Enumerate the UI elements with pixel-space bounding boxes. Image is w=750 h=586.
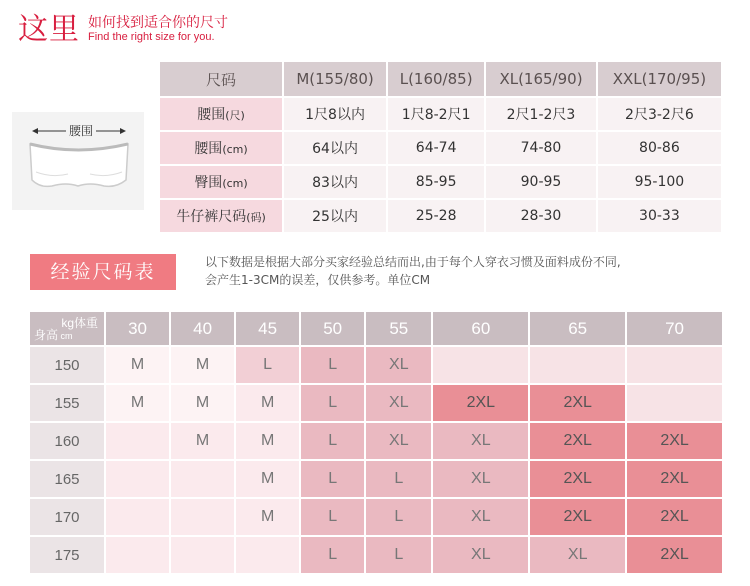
size-cell-165-70: 2XL — [627, 461, 722, 497]
size-cell-165-40 — [171, 461, 234, 497]
size-cell-150-60 — [433, 347, 528, 383]
grid-row-170 — [30, 499, 722, 535]
weight-header-60: 60 — [433, 312, 528, 345]
size-cell-175-65: XL — [530, 537, 625, 573]
size-cell-170-50: L — [301, 499, 364, 535]
weight-header-65: 65 — [530, 312, 625, 345]
size-chart-grid — [28, 310, 724, 575]
size-cell: 2尺3-2尺6 — [598, 98, 721, 130]
weight-axis-label: kg体重 — [61, 316, 98, 330]
note-line: 会产生1-3CM的误差，仅供参考。单位CM — [205, 273, 431, 287]
size-cell-160-30 — [106, 423, 169, 459]
size-cell-175-55: L — [366, 537, 431, 573]
underwear-illustration — [12, 112, 144, 210]
grid-row-165 — [30, 461, 722, 497]
grid-corner — [30, 312, 104, 345]
size-cell-160-55: XL — [366, 423, 431, 459]
size-cell-155-60: 2XL — [433, 385, 528, 421]
height-label-160: 160 — [30, 423, 104, 459]
size-cell-150-50: L — [301, 347, 364, 383]
height-axis-label: 身高 cm — [34, 328, 73, 342]
size-header-cell: 尺码 — [160, 62, 282, 96]
size-cell-160-65: 2XL — [530, 423, 625, 459]
size-cell: 2尺1-2尺3 — [486, 98, 596, 130]
size-cell-175-60: XL — [433, 537, 528, 573]
height-label-165: 165 — [30, 461, 104, 497]
grid-row-150 — [30, 347, 722, 383]
height-label-175: 175 — [30, 537, 104, 573]
weight-header-50: 50 — [301, 312, 364, 345]
size-table — [158, 60, 723, 234]
size-cell: 25-28 — [388, 200, 484, 232]
grid-row-160 — [30, 423, 722, 459]
size-cell-165-50: L — [301, 461, 364, 497]
size-cell-170-60: XL — [433, 499, 528, 535]
size-table-row — [160, 98, 721, 130]
size-cell-150-45: L — [236, 347, 299, 383]
size-cell-170-40 — [171, 499, 234, 535]
size-cell-170-45: M — [236, 499, 299, 535]
grid-row-175 — [30, 537, 722, 573]
size-table-header — [160, 62, 721, 96]
size-cell-155-45: M — [236, 385, 299, 421]
size-cell-150-70 — [627, 347, 722, 383]
size-row-label: 腰围(cm) — [160, 132, 282, 164]
size-cell: 1尺8以内 — [284, 98, 386, 130]
size-cell-170-70: 2XL — [627, 499, 722, 535]
size-cell-175-40 — [171, 537, 234, 573]
size-cell-170-65: 2XL — [530, 499, 625, 535]
grid-row-155 — [30, 385, 722, 421]
size-cell-155-30: M — [106, 385, 169, 421]
size-cell-170-55: L — [366, 499, 431, 535]
height-label-170: 170 — [30, 499, 104, 535]
size-cell: 74-80 — [486, 132, 596, 164]
size-cell-155-50: L — [301, 385, 364, 421]
figure-label: 腰围 — [68, 124, 94, 138]
size-cell: 64-74 — [388, 132, 484, 164]
page-subtitle-en: Find the right size for you. — [88, 31, 215, 43]
weight-header-40: 40 — [171, 312, 234, 345]
weight-header-45: 45 — [236, 312, 299, 345]
size-cell-150-55: XL — [366, 347, 431, 383]
size-cell-175-70: 2XL — [627, 537, 722, 573]
size-cell-165-30 — [106, 461, 169, 497]
size-cell-150-30: M — [106, 347, 169, 383]
size-cell: 28-30 — [486, 200, 596, 232]
height-label-150: 150 — [30, 347, 104, 383]
size-cell: 64以内 — [284, 132, 386, 164]
size-header-cell: XXL(170/95) — [598, 62, 721, 96]
grid-header-row — [30, 312, 722, 345]
size-row-label: 牛仔裤尺码(码) — [160, 200, 282, 232]
size-cell-160-40: M — [171, 423, 234, 459]
size-header-cell: XL(165/90) — [486, 62, 596, 96]
size-cell-150-40: M — [171, 347, 234, 383]
size-cell-155-65: 2XL — [530, 385, 625, 421]
size-cell-175-30 — [106, 537, 169, 573]
section-badge: 经验尺码表 — [30, 254, 176, 290]
size-header-cell: M(155/80) — [284, 62, 386, 96]
size-cell-160-70: 2XL — [627, 423, 722, 459]
size-cell-165-55: L — [366, 461, 431, 497]
size-cell-175-45 — [236, 537, 299, 573]
size-table-row — [160, 166, 721, 198]
size-cell-165-60: XL — [433, 461, 528, 497]
size-cell-160-50: L — [301, 423, 364, 459]
weight-header-70: 70 — [627, 312, 722, 345]
size-cell-155-55: XL — [366, 385, 431, 421]
size-table-row — [160, 200, 721, 232]
size-cell: 25以内 — [284, 200, 386, 232]
size-cell-150-65 — [530, 347, 625, 383]
underwear-icon — [12, 112, 144, 210]
size-cell: 30-33 — [598, 200, 721, 232]
size-cell-165-65: 2XL — [530, 461, 625, 497]
size-table-row — [160, 132, 721, 164]
size-row-label: 臀围(cm) — [160, 166, 282, 198]
size-cell: 85-95 — [388, 166, 484, 198]
size-cell-160-45: M — [236, 423, 299, 459]
note-line: 以下数据是根据大部分买家经验总结而出,由于每个人穿衣习惯及面料成份不同, — [205, 255, 621, 269]
size-cell-160-60: XL — [433, 423, 528, 459]
size-cell: 80-86 — [598, 132, 721, 164]
page-title: 这里 — [18, 12, 80, 47]
size-cell-170-30 — [106, 499, 169, 535]
height-label-155: 155 — [30, 385, 104, 421]
size-cell-155-40: M — [171, 385, 234, 421]
section-note — [205, 253, 725, 289]
size-header-cell: L(160/85) — [388, 62, 484, 96]
size-cell: 95-100 — [598, 166, 721, 198]
weight-header-30: 30 — [106, 312, 169, 345]
size-row-label: 腰围(尺) — [160, 98, 282, 130]
size-cell-165-45: M — [236, 461, 299, 497]
weight-header-55: 55 — [366, 312, 431, 345]
page-subtitle: 如何找到适合你的尺寸 — [88, 15, 228, 31]
size-cell: 90-95 — [486, 166, 596, 198]
size-cell-155-70 — [627, 385, 722, 421]
size-cell: 1尺8-2尺1 — [388, 98, 484, 130]
size-cell-175-50: L — [301, 537, 364, 573]
size-cell: 83以内 — [284, 166, 386, 198]
